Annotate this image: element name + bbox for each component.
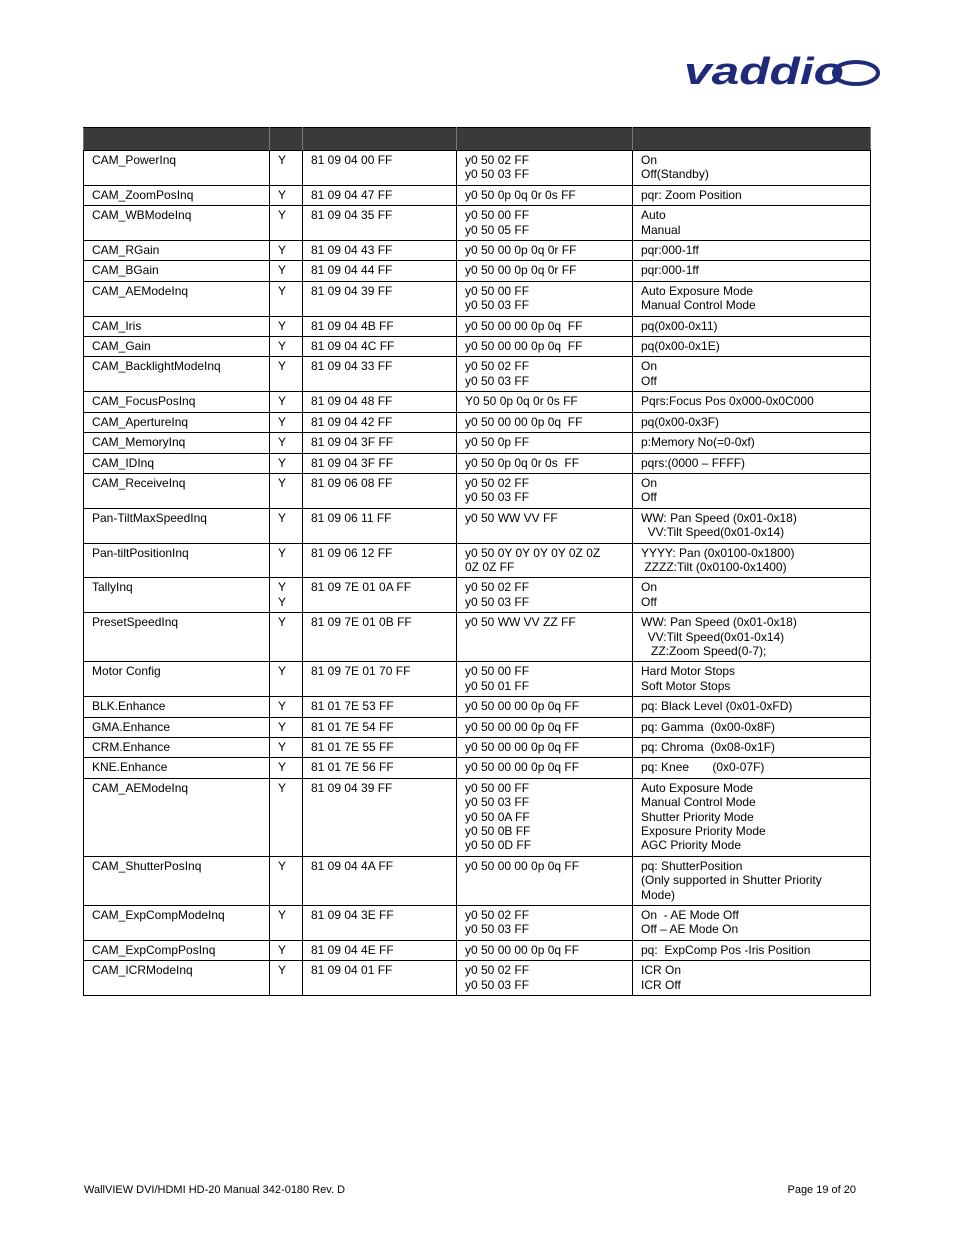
cell-comments: pq: Black Level (0x01-0xFD) <box>633 697 871 717</box>
cell-supported: Y <box>270 758 303 778</box>
cell-reply-packet: y0 50 02 FF y0 50 03 FF <box>457 906 633 941</box>
cell-supported: Y <box>270 357 303 392</box>
table-row <box>84 281 871 316</box>
cell-comments: On Off <box>633 578 871 613</box>
cell-reply-packet: y0 50 00 00 0p 0q FF <box>457 758 633 778</box>
cell-comments: WW: Pan Speed (0x01-0x18) VV:Tilt Speed(0x01-0x14) <box>633 508 871 543</box>
cell-supported: Y <box>270 856 303 905</box>
table-row <box>84 206 871 241</box>
table-row <box>84 856 871 905</box>
cell-reply-packet: y0 50 02 FF y0 50 03 FF <box>457 473 633 508</box>
table-row <box>84 185 871 205</box>
cell-command-packet: 81 09 06 11 FF <box>303 508 457 543</box>
cell-comments: pq: ExpComp Pos -Iris Position <box>633 940 871 960</box>
cell-comments: pqrs:(0000 – FFFF) <box>633 453 871 473</box>
cell-command-name: CAM_Iris <box>84 316 270 336</box>
cell-command-name: CAM_ExpCompModeInq <box>84 906 270 941</box>
table-row <box>84 508 871 543</box>
table-row <box>84 697 871 717</box>
cell-reply-packet: y0 50 WW VV ZZ FF <box>457 613 633 662</box>
cell-command-name: CAM_ReceiveInq <box>84 473 270 508</box>
cell-reply-packet: y0 50 WW VV FF <box>457 508 633 543</box>
cell-supported: Y <box>270 453 303 473</box>
cell-supported: Y <box>270 412 303 432</box>
cell-command-packet: 81 09 06 08 FF <box>303 473 457 508</box>
cell-command-packet: 81 09 7E 01 0A FF <box>303 578 457 613</box>
table-row <box>84 613 871 662</box>
cell-supported: Y <box>270 697 303 717</box>
footer-page-number: Page 19 of 20 <box>787 1184 856 1196</box>
cell-comments: YYYY: Pan (0x0100-0x1800) ZZZZ:Tilt (0x0100-0x1400) <box>633 543 871 578</box>
table-row <box>84 357 871 392</box>
cell-reply-packet: y0 50 00 00 0p 0q FF <box>457 412 633 432</box>
cell-reply-packet: y0 50 02 FF y0 50 03 FF <box>457 578 633 613</box>
cell-supported: Y <box>270 473 303 508</box>
table-row <box>84 241 871 261</box>
cell-reply-packet: y0 50 02 FF y0 50 03 FF <box>457 961 633 996</box>
cell-supported: Y <box>270 185 303 205</box>
cell-reply-packet: y0 50 00 0p 0q 0r FF <box>457 241 633 261</box>
table-row <box>84 717 871 737</box>
cell-reply-packet: Y0 50 0p 0q 0r 0s FF <box>457 392 633 412</box>
cell-reply-packet: y0 50 00 FF y0 50 03 FF y0 50 0A FF y0 50 0B FF y0 50 0D FF <box>457 778 633 856</box>
table-row <box>84 337 871 357</box>
cell-command-packet: 81 09 7E 01 0B FF <box>303 613 457 662</box>
table-row <box>84 578 871 613</box>
cell-command-packet: 81 09 7E 01 70 FF <box>303 662 457 697</box>
header-cell-command <box>84 128 270 151</box>
table-row <box>84 758 871 778</box>
cell-command-name: KNE.Enhance <box>84 758 270 778</box>
table-row <box>84 316 871 336</box>
cell-comments: pqr: Zoom Position <box>633 185 871 205</box>
cell-reply-packet: y0 50 00 0p 0q 0r FF <box>457 261 633 281</box>
cell-command-name: CAM_AEModeInq <box>84 281 270 316</box>
cell-reply-packet: y0 50 02 FF y0 50 03 FF <box>457 151 633 186</box>
cell-reply-packet: y0 50 0p FF <box>457 433 633 453</box>
cell-command-packet: 81 09 04 47 FF <box>303 185 457 205</box>
cell-command-packet: 81 09 04 01 FF <box>303 961 457 996</box>
cell-command-packet: 81 09 06 12 FF <box>303 543 457 578</box>
cell-comments: pq(0x00-0x11) <box>633 316 871 336</box>
cell-command-name: CRM.Enhance <box>84 738 270 758</box>
cell-command-packet: 81 01 7E 56 FF <box>303 758 457 778</box>
cell-comments: Auto Exposure Mode Manual Control Mode <box>633 281 871 316</box>
cell-command-name: CAM_AEModeInq <box>84 778 270 856</box>
cell-reply-packet: y0 50 00 00 0p 0q FF <box>457 316 633 336</box>
inquiry-command-table <box>83 127 871 996</box>
cell-command-name: TallyInq <box>84 578 270 613</box>
cell-command-name: CAM_PowerInq <box>84 151 270 186</box>
table-row <box>84 906 871 941</box>
cell-reply-packet: y0 50 00 00 0p 0q FF <box>457 856 633 905</box>
cell-reply-packet: y0 50 00 00 0p 0q FF <box>457 337 633 357</box>
cell-reply-packet: y0 50 02 FF y0 50 03 FF <box>457 357 633 392</box>
cell-reply-packet: y0 50 0p 0q 0r 0s FF <box>457 185 633 205</box>
cell-supported: Y <box>270 508 303 543</box>
cell-command-packet: 81 09 04 43 FF <box>303 241 457 261</box>
table-row <box>84 473 871 508</box>
cell-command-name: CAM_RGain <box>84 241 270 261</box>
cell-supported: Y <box>270 543 303 578</box>
cell-command-name: PresetSpeedInq <box>84 613 270 662</box>
cell-command-name: CAM_FocusPosInq <box>84 392 270 412</box>
cell-command-packet: 81 09 04 4A FF <box>303 856 457 905</box>
cell-command-packet: 81 09 04 39 FF <box>303 778 457 856</box>
table-row <box>84 151 871 186</box>
cell-comments: p:Memory No(=0-0xf) <box>633 433 871 453</box>
cell-supported: Y <box>270 961 303 996</box>
cell-comments: On Off(Standby) <box>633 151 871 186</box>
table-row <box>84 543 871 578</box>
vaddio-logo-text: vaddio <box>684 52 844 93</box>
cell-reply-packet: y0 50 00 FF y0 50 05 FF <box>457 206 633 241</box>
cell-command-name: Pan-tiltPositionInq <box>84 543 270 578</box>
header-cell-reply-packet <box>457 128 633 151</box>
cell-comments: On Off <box>633 357 871 392</box>
cell-command-name: CAM_IDInq <box>84 453 270 473</box>
cell-command-packet: 81 09 04 44 FF <box>303 261 457 281</box>
cell-command-name: CAM_Gain <box>84 337 270 357</box>
cell-comments: Auto Manual <box>633 206 871 241</box>
cell-comments: On Off <box>633 473 871 508</box>
cell-reply-packet: y0 50 00 00 0p 0q FF <box>457 697 633 717</box>
cell-supported: Y <box>270 281 303 316</box>
cell-command-packet: 81 09 04 4B FF <box>303 316 457 336</box>
cell-supported: Y <box>270 316 303 336</box>
cell-reply-packet: y0 50 00 00 0p 0q FF <box>457 717 633 737</box>
vaddio-logo <box>684 52 880 94</box>
cell-command-packet: 81 01 7E 54 FF <box>303 717 457 737</box>
cell-supported: Y <box>270 241 303 261</box>
cell-supported: Y <box>270 151 303 186</box>
cell-comments: pq(0x00-0x3F) <box>633 412 871 432</box>
table-row <box>84 662 871 697</box>
cell-command-packet: 81 09 04 3F FF <box>303 453 457 473</box>
cell-supported: Y <box>270 662 303 697</box>
cell-command-packet: 81 01 7E 55 FF <box>303 738 457 758</box>
cell-command-name: CAM_WBModeInq <box>84 206 270 241</box>
table-row <box>84 412 871 432</box>
cell-command-packet: 81 09 04 39 FF <box>303 281 457 316</box>
cell-supported: Y <box>270 778 303 856</box>
cell-command-packet: 81 09 04 35 FF <box>303 206 457 241</box>
cell-command-name: CAM_BGain <box>84 261 270 281</box>
table-row <box>84 738 871 758</box>
cell-command-name: Motor Config <box>84 662 270 697</box>
cell-command-name: CAM_ApertureInq <box>84 412 270 432</box>
cell-command-name: CAM_ShutterPosInq <box>84 856 270 905</box>
cell-supported: Y <box>270 613 303 662</box>
footer-manual-title: WallVIEW DVI/HDMI HD-20 Manual 342-0180 Rev. D <box>84 1184 346 1196</box>
cell-comments: Hard Motor Stops Soft Motor Stops <box>633 662 871 697</box>
cell-supported: Y <box>270 392 303 412</box>
cell-comments: pqr:000-1ff <box>633 241 871 261</box>
cell-comments: ICR On ICR Off <box>633 961 871 996</box>
inquiry-command-table-container <box>83 127 870 996</box>
table-row <box>84 778 871 856</box>
cell-command-name: CAM_MemoryInq <box>84 433 270 453</box>
cell-supported: Y <box>270 940 303 960</box>
cell-supported: Y Y <box>270 578 303 613</box>
cell-reply-packet: y0 50 0p 0q 0r 0s FF <box>457 453 633 473</box>
cell-supported: Y <box>270 433 303 453</box>
cell-command-packet: 81 09 04 4E FF <box>303 940 457 960</box>
table-row <box>84 940 871 960</box>
table-row <box>84 961 871 996</box>
cell-comments: pq(0x00-0x1E) <box>633 337 871 357</box>
cell-comments: pqr:000-1ff <box>633 261 871 281</box>
cell-command-name: CAM_BacklightModeInq <box>84 357 270 392</box>
table-row <box>84 433 871 453</box>
cell-supported: Y <box>270 261 303 281</box>
cell-reply-packet: y0 50 00 00 0p 0q FF <box>457 738 633 758</box>
cell-supported: Y <box>270 337 303 357</box>
cell-comments: pq: Gamma (0x00-0x8F) <box>633 717 871 737</box>
table-body <box>84 151 871 996</box>
table-row <box>84 453 871 473</box>
cell-command-name: Pan-TiltMaxSpeedInq <box>84 508 270 543</box>
header-cell-command-packet <box>303 128 457 151</box>
table-row <box>84 261 871 281</box>
cell-command-name: CAM_ZoomPosInq <box>84 185 270 205</box>
header-cell-comments <box>633 128 871 151</box>
cell-comments: WW: Pan Speed (0x01-0x18) VV:Tilt Speed(0x01-0x14) ZZ:Zoom Speed(0-7); <box>633 613 871 662</box>
cell-reply-packet: y0 50 0Y 0Y 0Y 0Y 0Z 0Z 0Z 0Z FF <box>457 543 633 578</box>
cell-command-packet: 81 09 04 4C FF <box>303 337 457 357</box>
cell-reply-packet: y0 50 00 00 0p 0q FF <box>457 940 633 960</box>
table-header-row <box>84 128 871 151</box>
cell-comments: pq: Knee (0x0-07F) <box>633 758 871 778</box>
cell-supported: Y <box>270 717 303 737</box>
cell-command-packet: 81 01 7E 53 FF <box>303 697 457 717</box>
cell-command-packet: 81 09 04 48 FF <box>303 392 457 412</box>
cell-comments: pq: ShutterPosition (Only supported in Shutter Priority Mode) <box>633 856 871 905</box>
cell-command-name: CAM_ExpCompPosInq <box>84 940 270 960</box>
cell-command-packet: 81 09 04 3F FF <box>303 433 457 453</box>
cell-supported: Y <box>270 738 303 758</box>
cell-reply-packet: y0 50 00 FF y0 50 03 FF <box>457 281 633 316</box>
cell-command-packet: 81 09 04 42 FF <box>303 412 457 432</box>
table-row <box>84 392 871 412</box>
cell-comments: pq: Chroma (0x08-0x1F) <box>633 738 871 758</box>
cell-command-name: GMA.Enhance <box>84 717 270 737</box>
cell-command-name: BLK.Enhance <box>84 697 270 717</box>
header-cell-supported <box>270 128 303 151</box>
cell-supported: Y <box>270 206 303 241</box>
cell-reply-packet: y0 50 00 FF y0 50 01 FF <box>457 662 633 697</box>
cell-command-packet: 81 09 04 00 FF <box>303 151 457 186</box>
vaddio-logo-graphic <box>684 52 880 94</box>
cell-comments: Auto Exposure Mode Manual Control Mode Shutter Priority Mode Exposure Priority Mode AGC Priority Mode <box>633 778 871 856</box>
cell-command-name: CAM_ICRModeInq <box>84 961 270 996</box>
cell-supported: Y <box>270 906 303 941</box>
cell-command-packet: 81 09 04 33 FF <box>303 357 457 392</box>
cell-comments: Pqrs:Focus Pos 0x000-0x0C000 <box>633 392 871 412</box>
cell-comments: On - AE Mode Off Off – AE Mode On <box>633 906 871 941</box>
cell-command-packet: 81 09 04 3E FF <box>303 906 457 941</box>
